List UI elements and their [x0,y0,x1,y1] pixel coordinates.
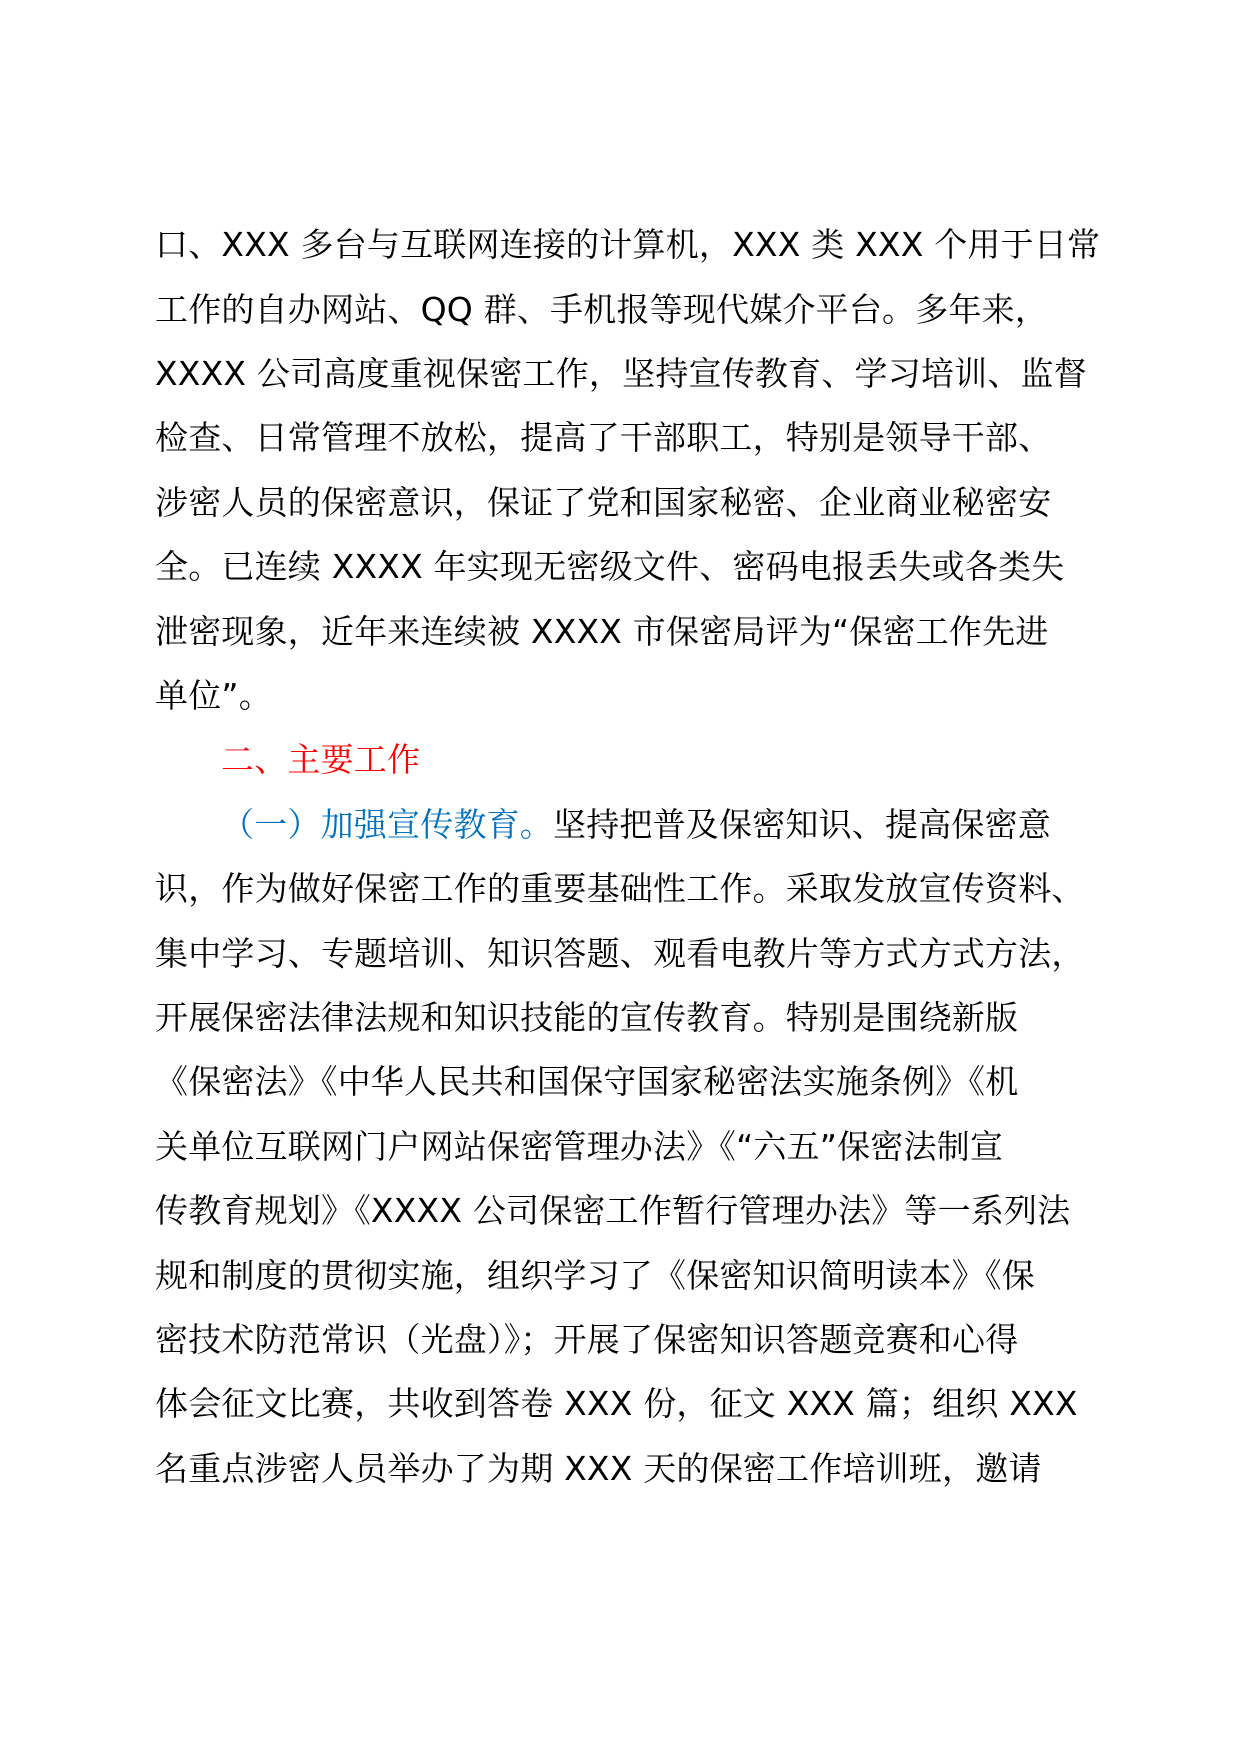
paragraph-line: 传教育规划》《XXXX 公司保密工作暂行管理办法》等一系列法 [155,1191,1071,1230]
paragraph-line: 口、XXX 多台与互联网连接的计算机，XXX 类 XXX 个用于日常 [155,225,1101,264]
paragraph-line: XXXX 公司高度重视保密工作，坚持宣传教育、学习培训、监督 [155,354,1087,393]
paragraph-line: 单位”。 [155,676,272,715]
subsection-heading: （一）加强宣传教育。 [221,805,553,844]
paragraph-line: 关单位互联网门户网站保密管理办法》《“六五”保密法制宣 [155,1127,1004,1166]
paragraph-line: 规和制度的贯彻实施，组织学习了《保密知识简明读本》《保 [155,1256,1035,1295]
paragraph-line: 泄密现象，近年来连续被 XXXX 市保密局评为“保密工作先进 [155,612,1049,651]
paragraph-line: 工作的自办网站、QQ 群、手机报等现代媒介平台。多年来， [155,290,1049,329]
paragraph-line: 名重点涉密人员举办了为期 XXX 天的保密工作培训班，邀请 [155,1449,1042,1488]
paragraph-line: 识，作为做好保密工作的重要基础性工作。采取发放宣传资料、 [155,869,1085,908]
subsection-line [221,792,1051,858]
paragraph-line: 《保密法》《中华人民共和国保守国家秘密法实施条例》《机 [155,1062,1019,1101]
paragraph-line: 密技术防范常识（光盘）》；开展了保密知识答题竞赛和心得 [155,1320,1019,1359]
paragraph-line: 开展保密法律法规和知识技能的宣传教育。特别是围绕新版 [155,998,1019,1037]
paragraph-line: 检查、日常管理不放松，提高了干部职工，特别是领导干部、 [155,418,1052,457]
section-heading: 二、主要工作 [221,740,421,779]
paragraph-line: 集中学习、专题培训、知识答题、观看电教片等方式方式方法， [155,934,1085,973]
paragraph-line: 体会征文比赛，共收到答卷 XXX 份，征文 XXX 篇；组织 XXX [155,1384,1078,1423]
subsection-text: 坚持把普及保密知识、提高保密意 [553,805,1051,844]
paragraph-line: 全。已连续 XXXX 年实现无密级文件、密码电报丢失或各类失 [155,547,1065,586]
paragraph-line: 涉密人员的保密意识，保证了党和国家秘密、企业商业秘密安 [155,483,1052,522]
